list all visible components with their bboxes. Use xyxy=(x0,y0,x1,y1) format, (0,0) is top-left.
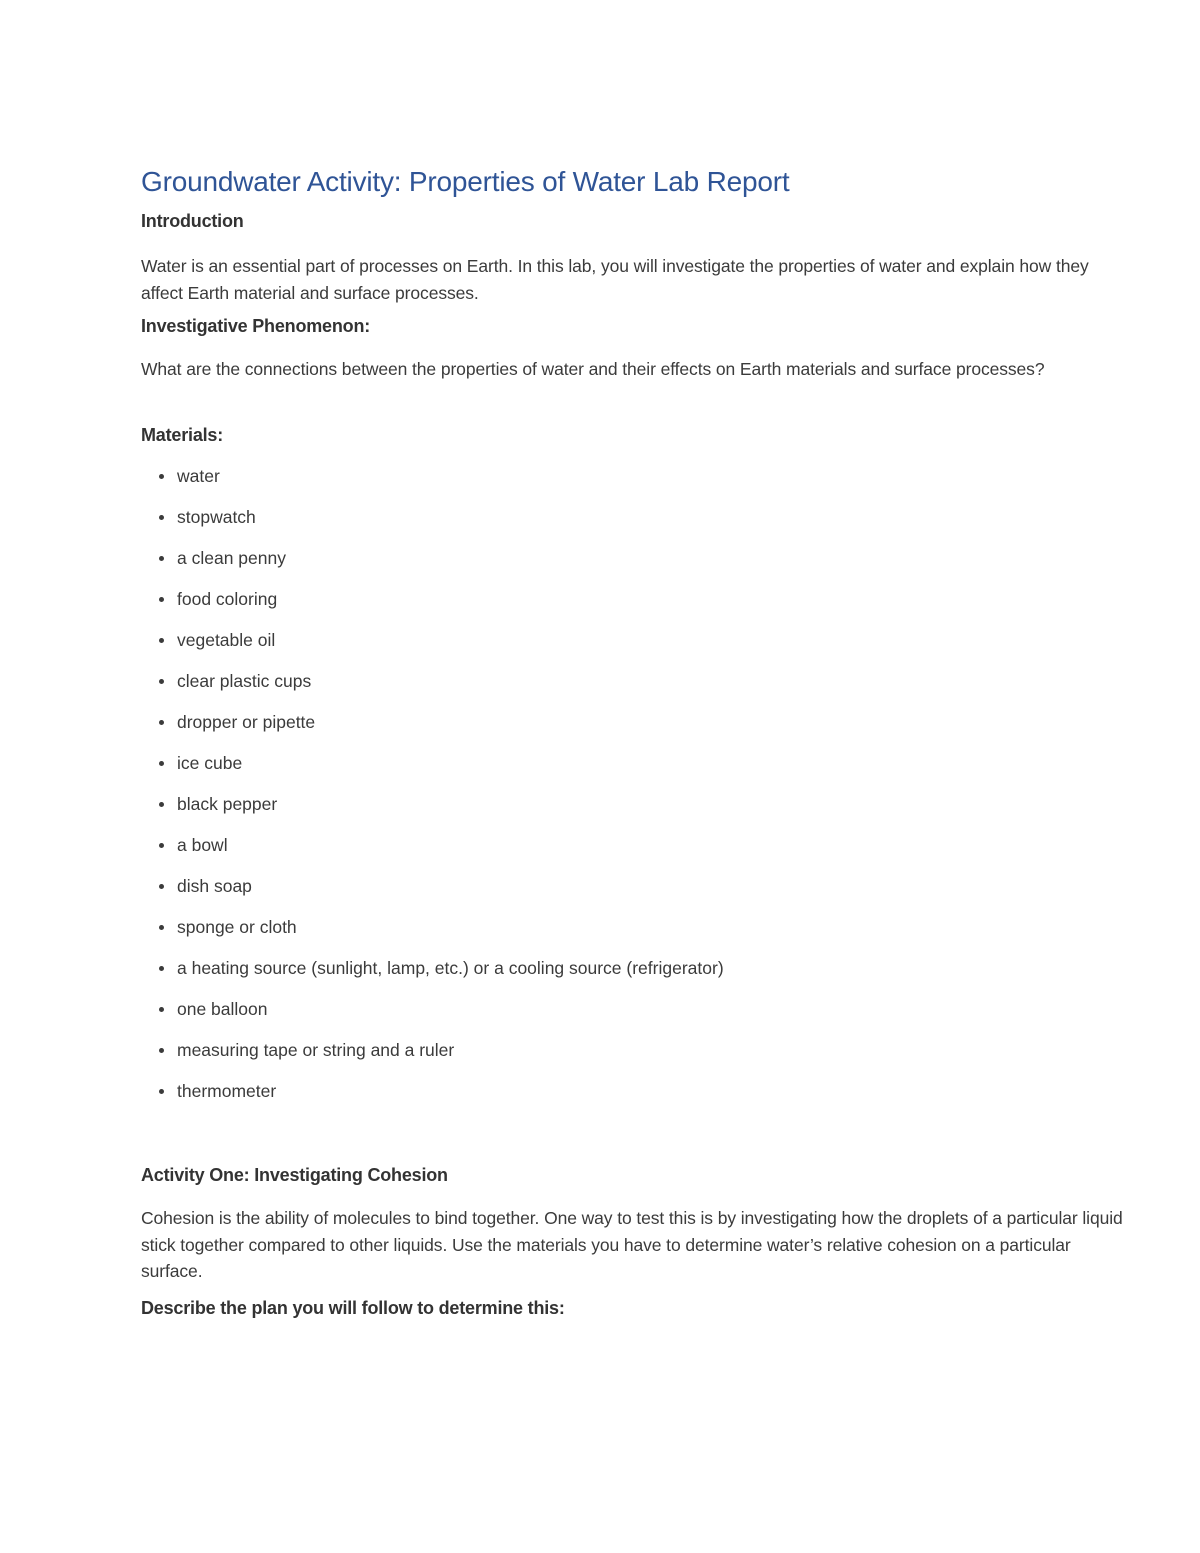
list-item xyxy=(141,545,724,586)
list-item xyxy=(141,627,724,668)
list-item-label: vegetable oil xyxy=(177,630,276,650)
bullet-icon xyxy=(159,638,164,643)
bullet-icon xyxy=(159,884,164,889)
introduction-text: Water is an essential part of processes on Earth. In this lab, you will investigate the properties of water and explain how they affect Earth material and surface processes. xyxy=(141,256,1089,303)
bullet-icon xyxy=(159,556,164,561)
list-item xyxy=(141,463,724,504)
bullet-icon xyxy=(159,802,164,807)
list-item-label: ice cube xyxy=(177,753,243,773)
list-item-label: stopwatch xyxy=(177,507,256,527)
list-item-label: clear plastic cups xyxy=(177,671,312,691)
list-item-label: black pepper xyxy=(177,794,278,814)
activity-one-text: Cohesion is the ability of molecules to bind together. One way to test this is by investigating how the droplets of a particular liquid stick together compared to other liquids. Use the materials you have to determine water’s relative cohesion on a particular surface. xyxy=(141,1208,1123,1281)
list-item xyxy=(141,668,724,709)
bullet-icon xyxy=(159,761,164,766)
bullet-icon xyxy=(159,925,164,930)
list-item xyxy=(141,914,724,955)
materials-list xyxy=(141,463,724,1119)
list-item xyxy=(141,1037,724,1078)
list-item-label: a bowl xyxy=(177,835,228,855)
materials-heading: Materials: xyxy=(141,425,224,445)
activity-one-heading: Activity One: Investigating Cohesion xyxy=(141,1165,448,1185)
list-item-label: water xyxy=(177,466,220,486)
bullet-icon xyxy=(159,679,164,684)
list-item-label: a heating source (sunlight, lamp, etc.) or a cooling source (refrigerator) xyxy=(177,958,724,978)
list-item-label: food coloring xyxy=(177,589,278,609)
list-item-label: measuring tape or string and a ruler xyxy=(177,1040,455,1060)
list-item xyxy=(141,832,724,873)
bullet-icon xyxy=(159,1089,164,1094)
introduction-heading: Introduction xyxy=(141,211,244,231)
bullet-icon xyxy=(159,843,164,848)
list-item xyxy=(141,873,724,914)
bullet-icon xyxy=(159,1048,164,1053)
list-item-label: thermometer xyxy=(177,1081,277,1101)
list-item xyxy=(141,709,724,750)
bullet-icon xyxy=(159,966,164,971)
list-item-label: dropper or pipette xyxy=(177,712,316,732)
bullet-icon xyxy=(159,474,164,479)
bullet-icon xyxy=(159,515,164,520)
list-item-label: dish soap xyxy=(177,876,252,896)
list-item xyxy=(141,586,724,627)
bullet-icon xyxy=(159,597,164,602)
activity-one-prompt: Describe the plan you will follow to determine this: xyxy=(141,1298,565,1318)
list-item xyxy=(141,1078,724,1119)
list-item-label: a clean penny xyxy=(177,548,286,568)
list-item xyxy=(141,504,724,545)
page-title: Groundwater Activity: Properties of Water Lab Report xyxy=(141,166,790,197)
bullet-icon xyxy=(159,720,164,725)
bullet-icon xyxy=(159,1007,164,1012)
list-item xyxy=(141,791,724,832)
phenomenon-text: What are the connections between the properties of water and their effects on Earth materials and surface processes? xyxy=(141,359,1045,379)
list-item-label: one balloon xyxy=(177,999,268,1019)
list-item xyxy=(141,996,724,1037)
list-item xyxy=(141,955,724,996)
list-item xyxy=(141,750,724,791)
list-item-label: sponge or cloth xyxy=(177,917,297,937)
phenomenon-heading: Investigative Phenomenon: xyxy=(141,316,371,336)
